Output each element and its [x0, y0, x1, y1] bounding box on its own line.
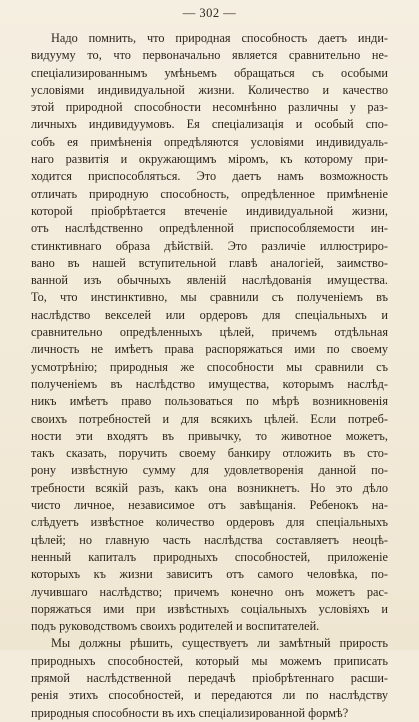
text-line: природныхъ способностей, который мы можемъ приписать [31, 653, 388, 668]
text-line: спеціализированнымъ умѣньемъ обращаться съ особыми [31, 65, 388, 80]
text-line: наго развитія и окружающимъ міромъ, къ которому при- [31, 152, 388, 167]
text-line: своихъ потребностей и для всякихъ цѣлей. Если потреб- [31, 411, 388, 426]
text-line: этой природной способности несомнѣнно различны у раз- [31, 100, 388, 115]
text-line: наслѣдство векселей или ордеровъ для спеціальныхъ и [31, 307, 388, 322]
text-line: которой пріобрѣтается втеченіе индивидуальной жизни, [31, 203, 388, 218]
text-line: лучившаго наслѣдство; причемъ конечно онъ можетъ рас- [31, 584, 388, 599]
text-line: Надо помнить, что природная способность даетъ инди- [51, 31, 388, 45]
text-line: личныхъ индивидуумовъ. Ея спеціализація и особый спо- [31, 117, 388, 132]
text-line: цѣлей; но главную часть наслѣдства составляетъ неоцѣ- [31, 532, 388, 547]
page-number: — 302 — [182, 6, 237, 20]
text-line: отличать природную способность, опредѣленное примѣненіе [31, 186, 388, 201]
text-line: которыхъ къ жизни зависитъ отъ самого человѣка, по- [31, 567, 388, 582]
text-line: никъ имѣетъ право пользоваться по мѣрѣ возникновенія [31, 394, 388, 409]
text-line: рону извѣстную сумму для удовлетворенія данной по- [31, 463, 388, 478]
text-line: природныя способности въ ихъ спеціализированной формѣ? [31, 705, 349, 720]
text-line: То, что инстинктивно, мы сравнили съ полученіемъ въ [31, 290, 388, 305]
text-line: сравнительно опредѣленныхъ цѣлей, причемъ отдѣльная [31, 325, 388, 340]
text-line: полученіемъ въ наслѣдство имущества, которымъ наслѣд- [31, 376, 388, 391]
text-line: такъ сказать, поручить своему банкиру отложить въ сто- [31, 446, 388, 461]
text-line: ненный капиталъ природныхъ способностей, приложеніе [31, 549, 388, 564]
text-line: ванной изъ обычныхъ явленій наслѣдованія имущества. [31, 273, 388, 288]
text-line: усмотрѣнію; природныя же способности мы сравнили съ [31, 359, 388, 374]
body-text [31, 30, 388, 722]
text-line: прямой наслѣдственной передачѣ пріобрѣтеннаго расши- [31, 670, 388, 685]
text-line: условіями индивидуальной жизни. Количество и качество [31, 82, 388, 97]
text-line: Мы должны рѣшить, существуетъ ли замѣтный прирость [51, 636, 388, 651]
text-line: видууму то, что первоначально является сравнительно не- [31, 48, 388, 63]
text-line: ренія этихъ способностей, и передаются ли по наслѣдству [31, 688, 388, 703]
text-line: личность не имѣетъ права распоряжаться ими по своему [31, 342, 388, 357]
text-line: слѣдуетъ извѣстное количество ордеровъ для спеціальныхъ [31, 515, 388, 530]
text-line: требности всякій разъ, какъ она возникнетъ. Но это дѣло [31, 480, 388, 495]
text-line: собъ ея примѣненія опредѣляются условіями индивидуаль- [31, 134, 388, 149]
text-line: ходится приспособляться. Это даетъ намъ возможность [31, 169, 388, 184]
text-line: поряжаться ими при извѣстныхъ соціальныхъ условіяхъ и [31, 601, 388, 616]
text-line: подъ руководствомъ своихъ родителей и воспитателей. [31, 619, 320, 634]
text-line: чисто личное, независимое отъ завѣщанія. Ребенокъ на- [31, 498, 388, 513]
text-line: ности эти входятъ въ привычку, то животное можетъ, [31, 428, 388, 443]
text-line: вано въ нашей вступительной главѣ аналогіей, заимство- [31, 255, 388, 270]
text-line: отъ наслѣдственно опредѣленной приспособляемости ин- [31, 221, 388, 236]
text-line: стинктивнаго образа дѣйствій. Это различіе иллюстриро- [31, 238, 388, 253]
